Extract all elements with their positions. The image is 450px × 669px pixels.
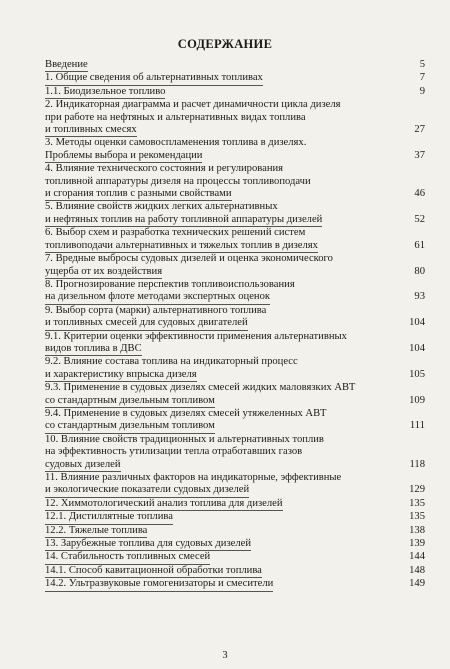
toc-entry-text: 14.1. Способ кавитационной обработки топлива xyxy=(45,565,262,578)
toc-entry-text: со стандартным дизельным топливом xyxy=(45,420,215,433)
toc-page-number: 9 xyxy=(419,85,425,97)
toc-page-number: 93 xyxy=(414,291,425,303)
toc-entry-last-line xyxy=(45,150,425,163)
toc-entry xyxy=(45,279,425,305)
toc-entry-text: 14. Стабильность топливных смесей xyxy=(45,551,210,564)
toc-entry-text: 8. Прогнозирование перспектив топливоиспользования xyxy=(45,278,295,290)
toc-page-number: 61 xyxy=(414,239,425,251)
toc-entry-text: ущерба от их воздействия xyxy=(45,266,162,279)
toc-entry xyxy=(45,356,425,382)
toc-entry-last-line xyxy=(45,459,425,472)
toc-entry xyxy=(45,331,425,357)
toc-page-number: 135 xyxy=(409,497,425,509)
toc-entry-text: Проблемы выбора и рекомендации xyxy=(45,150,202,163)
toc-entry-text: 9. Выбор сорта (марки) альтернативного топлива xyxy=(45,304,267,316)
toc-entry-text: 1. Общие сведения об альтернативных топливах xyxy=(45,72,263,85)
toc-entry-text: видов топлива в ДВС xyxy=(45,343,142,356)
toc-entry xyxy=(45,511,425,524)
toc-entry-text: и нефтяных топлив на работу топливной аппаратуры дизелей xyxy=(45,214,322,227)
toc-entry-last-line xyxy=(45,72,425,85)
toc-entry-last-line xyxy=(45,59,425,72)
toc-entry-last-line xyxy=(45,240,425,253)
toc-entry xyxy=(45,434,425,472)
toc-entry xyxy=(45,99,425,137)
toc-entry xyxy=(45,565,425,578)
toc-entry-text: 9.2. Влияние состава топлива на индикаторный процесс xyxy=(45,356,298,368)
toc-entry xyxy=(45,551,425,564)
toc-entry-last-line xyxy=(45,214,425,227)
toc-entry-last-line xyxy=(45,343,425,356)
toc-entry-last-line xyxy=(45,395,425,408)
toc-entry-text: 2. Индикаторная диаграмма и расчет динамичности цикла дизеля xyxy=(45,99,341,111)
toc-entry-last-line xyxy=(45,86,425,99)
toc-entry xyxy=(45,72,425,85)
toc-entry xyxy=(45,59,425,72)
toc-entry-text: Введение xyxy=(45,59,88,72)
toc-entry xyxy=(45,498,425,511)
toc-entry-last-line xyxy=(45,511,425,524)
toc-entry xyxy=(45,305,425,331)
toc-entry-text: топливной аппаратуры дизеля на процессы топливоподачи xyxy=(45,175,311,187)
toc-page-number: 46 xyxy=(414,188,425,200)
toc-entry-last-line xyxy=(45,266,425,279)
toc-entry-last-line xyxy=(45,565,425,578)
toc-entry-last-line xyxy=(45,369,425,382)
toc-entry-last-line xyxy=(45,525,425,538)
toc-page-number: 111 xyxy=(409,420,425,432)
toc-page-number: 139 xyxy=(409,538,425,550)
toc-entry-last-line xyxy=(45,484,425,497)
page-number: 3 xyxy=(222,650,228,661)
toc-entry-text: и топливных смесях xyxy=(45,124,137,137)
toc-entry-text: 5. Влияние свойств жидких легких альтернативных xyxy=(45,201,278,213)
toc-page-number: 7 xyxy=(419,72,425,84)
toc-page-number: 80 xyxy=(414,265,425,277)
toc-entry-text: 9.4. Применение в судовых дизелях смесей утяжеленных АВТ xyxy=(45,407,327,419)
toc-entry-last-line xyxy=(45,291,425,304)
toc-entry-text: и сгорания топлив с разными свойствами xyxy=(45,188,232,201)
toc-entry-text: на дизельном флоте методами экспертных оценок xyxy=(45,291,270,304)
toc-entry-text: на эффективность утилизации тепла отработавших газов xyxy=(45,446,303,458)
toc-page-number: 109 xyxy=(409,394,425,406)
toc-entry-text: 9.3. Применение в судовых дизелях смесей жидких маловязких АВТ xyxy=(45,382,356,394)
toc-entry-last-line xyxy=(45,551,425,564)
toc-page-number: 118 xyxy=(409,458,425,470)
toc-entry-text: 11. Влияние различных факторов на индикаторные, эффективные xyxy=(45,472,342,483)
toc-entry-text: и топливных смесей для судовых двигателей xyxy=(45,317,248,330)
toc-page-number: 52 xyxy=(414,213,425,225)
toc-page-number: 138 xyxy=(409,524,425,536)
toc-entry-text: 12. Химмотологический анализ топлива для дизелей xyxy=(45,498,283,511)
toc-entry-last-line xyxy=(45,317,425,330)
toc-entry xyxy=(45,408,425,434)
toc-entry-text: 4. Влияние технического состояния и регулирования xyxy=(45,163,284,175)
toc-entry-text: 1.1. Биодизельное топливо xyxy=(45,86,165,99)
toc-entry-text: со стандартным дизельным топливом xyxy=(45,395,215,408)
toc-page-number: 149 xyxy=(409,578,425,590)
toc-entry-text: при работе на нефтяных и альтернативных видах топлива xyxy=(45,111,306,123)
toc-page-number: 27 xyxy=(414,124,425,136)
toc-entry xyxy=(45,578,425,591)
toc-entry-last-line xyxy=(45,498,425,511)
toc-entry xyxy=(45,201,425,227)
toc-page-number: 148 xyxy=(409,564,425,576)
toc-entry-last-line xyxy=(45,124,425,137)
toc-page-number: 144 xyxy=(409,551,425,563)
toc-entry-last-line xyxy=(45,420,425,433)
toc-entry-text: 12.1. Дистиллятные топлива xyxy=(45,511,173,524)
toc-entry-text: и экологические показатели судовых дизелей xyxy=(45,484,249,497)
toc-entry-text: 12.2. Тяжелые топлива xyxy=(45,525,147,538)
toc-entry-text: 13. Зарубежные топлива для судовых дизелей xyxy=(45,538,251,551)
toc-entry-text: топливоподачи альтернативных и тяжелых топлив в дизелях xyxy=(45,240,318,253)
toc-entry xyxy=(45,137,425,163)
toc-page-number: 37 xyxy=(414,149,425,161)
toc-entry-text: 14.2. Ультразвуковые гомогенизаторы и смесители xyxy=(45,578,273,591)
toc-entry xyxy=(45,86,425,99)
toc-page-number: 104 xyxy=(409,342,425,354)
toc-entry-text: 10. Влияние свойств традиционных и альтернативных топлив xyxy=(45,433,324,445)
toc-entry xyxy=(45,525,425,538)
toc-entry-text: судовых дизелей xyxy=(45,459,121,472)
toc-page-number: 105 xyxy=(409,368,425,380)
toc-page-number: 129 xyxy=(409,484,425,496)
toc-page-number: 135 xyxy=(409,511,425,523)
toc-entry-text: 7. Вредные выбросы судовых дизелей и оценка экономического xyxy=(45,253,333,265)
toc-page-number: 104 xyxy=(409,317,425,329)
toc-entry xyxy=(45,382,425,408)
toc-entry-last-line xyxy=(45,578,425,591)
toc-entry xyxy=(45,538,425,551)
toc-page-number: 5 xyxy=(419,59,425,70)
toc-entry xyxy=(45,227,425,253)
toc-entry xyxy=(45,472,425,498)
toc-entry-last-line xyxy=(45,188,425,201)
toc-entry-text: 3. Методы оценки самовоспламенения топлива в дизелях. xyxy=(45,137,307,149)
toc-entry-text: и характеристику впрыска дизеля xyxy=(45,369,197,382)
toc-entry-text: 9.1. Критерии оценки эффективности применения альтернативных xyxy=(45,330,347,342)
toc-entry xyxy=(45,163,425,201)
table-of-contents xyxy=(45,59,425,592)
toc-entry-text: 6. Выбор схем и разработка технических решений систем xyxy=(45,227,306,239)
toc-entry xyxy=(45,253,425,279)
toc-entry-last-line xyxy=(45,538,425,551)
page-title: СОДЕРЖАНИЕ xyxy=(177,37,273,51)
